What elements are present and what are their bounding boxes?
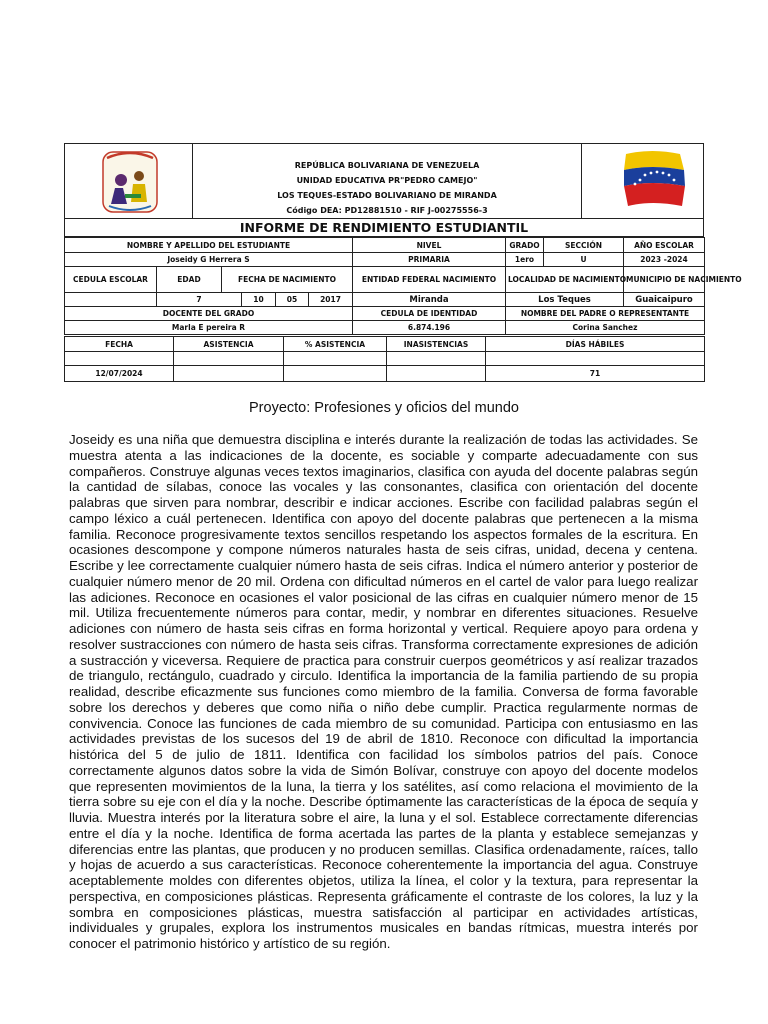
teacher-id: 6.874.196 [353,321,506,335]
header-birth-municipality: MUNICIPIO DE NACIMIENTO [624,267,705,293]
student-school-year: 2023 -2024 [624,253,705,267]
header-parent: NOMBRE DEL PADRE O REPRESENTANTE [506,307,705,321]
school-id-value [65,293,157,307]
header-school-year: AÑO ESCOLAR [624,238,705,253]
school-logo [65,144,193,218]
venezuela-flag-icon [582,144,702,218]
header-section: SECCIÓN [544,238,624,253]
school-logo-cell [65,144,193,218]
attendance-date: 12/07/2024 [65,366,174,382]
student-info-table [64,237,742,335]
birth-year: 2017 [309,293,353,307]
parent-name: Corina Sanchez [506,321,705,335]
header-grade: GRADO [506,238,544,253]
teacher-name: Marla E pereira R [65,321,353,335]
empty-cell [284,352,387,366]
country-line: REPÚBLICA BOLIVARIANA DE VENEZUELA [294,161,480,170]
attendance-count [174,366,284,382]
attendance-pct [284,366,387,382]
project-title: Proyecto: Profesiones y oficios del mundo [249,400,519,416]
header-attendance: ASISTENCIA [174,337,284,352]
school-name-line: UNIDAD EDUCATIVA PR"PEDRO CAMEJO" [296,176,478,185]
flag-cell [581,144,703,218]
birth-state: Miranda [353,293,506,307]
absences-count [387,366,486,382]
empty-cell [486,352,705,366]
empty-cell [65,352,174,366]
header-business-days: DÍAS HÁBILES [486,337,705,352]
report-title: INFORME DE RENDIMIENTO ESTUDIANTIL [64,219,704,237]
header-teacher-id: CEDULA DE IDENTIDAD [353,307,506,321]
business-days: 71 [486,366,705,382]
student-section: U [544,253,624,267]
header-school-id: CEDULA ESCOLAR [65,267,157,293]
header-teacher: DOCENTE DEL GRADO [65,307,353,321]
birth-month: 05 [276,293,309,307]
empty-cell [174,352,284,366]
dea-code-line: Código DEA: PD12881510 - RIF J-00275556-3 [286,206,488,215]
student-name: Joseidy G Herrera S [65,253,353,267]
header-birth-locality: LOCALIDAD DE NACIMIENTO [506,267,624,293]
evaluation-narrative: Joseidy es una niña que demuestra disciplina e interés durante la realización de todas las actividades. Se muestra atenta a las indicaciones de la docente, es sociable y comparte adecuadamente con sus compañeros. Construye algunas veces textos imaginarios, clasifica con ayuda del docente palabras según la cantidad de sílabas, conoce las vocales y las consonantes, clasifica con orientación del docente palabras que sirven para nombrar, describir e indicar acciones. Escribe con facilidad palabras según el campo léxico a cuál pertenecen. Identifica con apoyo del docente palabras que pertenecen a la misma familia. Reconoce progresivamente textos sencillos respetando los aspectos formales de la escritura. En ocasiones descompone y compone números naturales hasta de seis cifras, unidad, decena y centena. Escribe y lee correctamente cualquier número hasta de seis cifras. Indica el número anterior y posterior de cualquier número menor de 20 mil. Ordena con dificultad números en el cartel de valor para luego realizar las adiciones. Reconoce en ocasiones el valor posicional de las cifras en cualquier número menor de 15 mil. Utiliza frecuentemente números para contar, medir, y nombrar en diferentes situaciones. Resuelve adiciones con número de hasta seis cifras en forma horizontal y vertical. Requiere apoyo para ordena y resolver sustracciones con número de hasta seis cifras. Transforma correctamente expresiones de adición a sustracción y viceversa. Requiere de practica para construir cuerpos geométricos y así realizar trazados de triangulo, rectángulo, cuadrado y circulo. Identifica la importancia de la familia partiendo de su propia realidad, describe eficazmente sus funciones como miembro de la familia. Conversa de forma favorable sobre los derechos y deberes que como niña o niño debe cumplir. Practica regularmente normas de convivencia. Conoce las funciones de cada miembro de su comunidad. Participa con entusiasmo en las actividades previstas de los sucesos del 19 de abril de 1810. Reconoce con dificultad la importancia histórica del 5 de julio de 1811. Identifica con facilidad los símbolos patrios del país. Conoce correctamente algunos datos sobre la vida de Simón Bolívar, construye con apoyo del docente modelos que representen movimientos de la luna, la tierra y los satélites, así como relaciona el movimiento de la tierra sobre su eje con el día y la noche. Describe óptimamente las características de la época de sequía y lluvia. Muestra interés por la literatura sobre el aire, la luna y el sol. Establece correctamente diferencias entre el día y la noche. Identifica de forma acertada las partes de la planta y establece semejanzas y diferencias entre las plantas, que producen y no producen semillas. Clasifica ordenadamente, raíces, tallo y hojas de acuerdo a sus características. Reconoce coherentemente la importancia del agua. Construye aceptablemente moldes con diferentes objetos, utiliza la línea, el color y la textura, para representar la perspectiva, en composiciones plásticas. Representa gráficamente el contraste de los colores, la luz y la sombra en composiciones plásticas, muestra satisfacción al participar en actividades artísticas, individuales y grupales, explora los instrumentos musicales en bandas rítmicas, muestra interés por conocer el patrimonio histórico y artístico de su región. [69,432,698,951]
attendance-table [64,336,705,382]
student-level: PRIMARIA [353,253,506,267]
header-birth-date: FECHA DE NACIMIENTO [222,267,353,293]
report-header [64,143,704,219]
age-value: 7 [157,293,242,307]
header-age: EDAD [157,267,222,293]
header-birth-state: ENTIDAD FEDERAL NACIMIENTO [353,267,506,293]
birth-locality: Los Teques [506,293,624,307]
location-line: LOS TEQUES-ESTADO BOLIVARIANO DE MIRANDA [277,191,497,200]
school-info [193,158,581,218]
birth-day: 10 [242,293,276,307]
empty-cell [387,352,486,366]
header-attendance-pct: % ASISTENCIA [284,337,387,352]
birth-municipality: Guaicaipuro [624,293,705,307]
student-grade: 1ero [506,253,544,267]
header-level: NIVEL [353,238,506,253]
header-absences: INASISTENCIAS [387,337,486,352]
header-student-name: NOMBRE Y APELLIDO DEL ESTUDIANTE [65,238,353,253]
header-date: FECHA [65,337,174,352]
